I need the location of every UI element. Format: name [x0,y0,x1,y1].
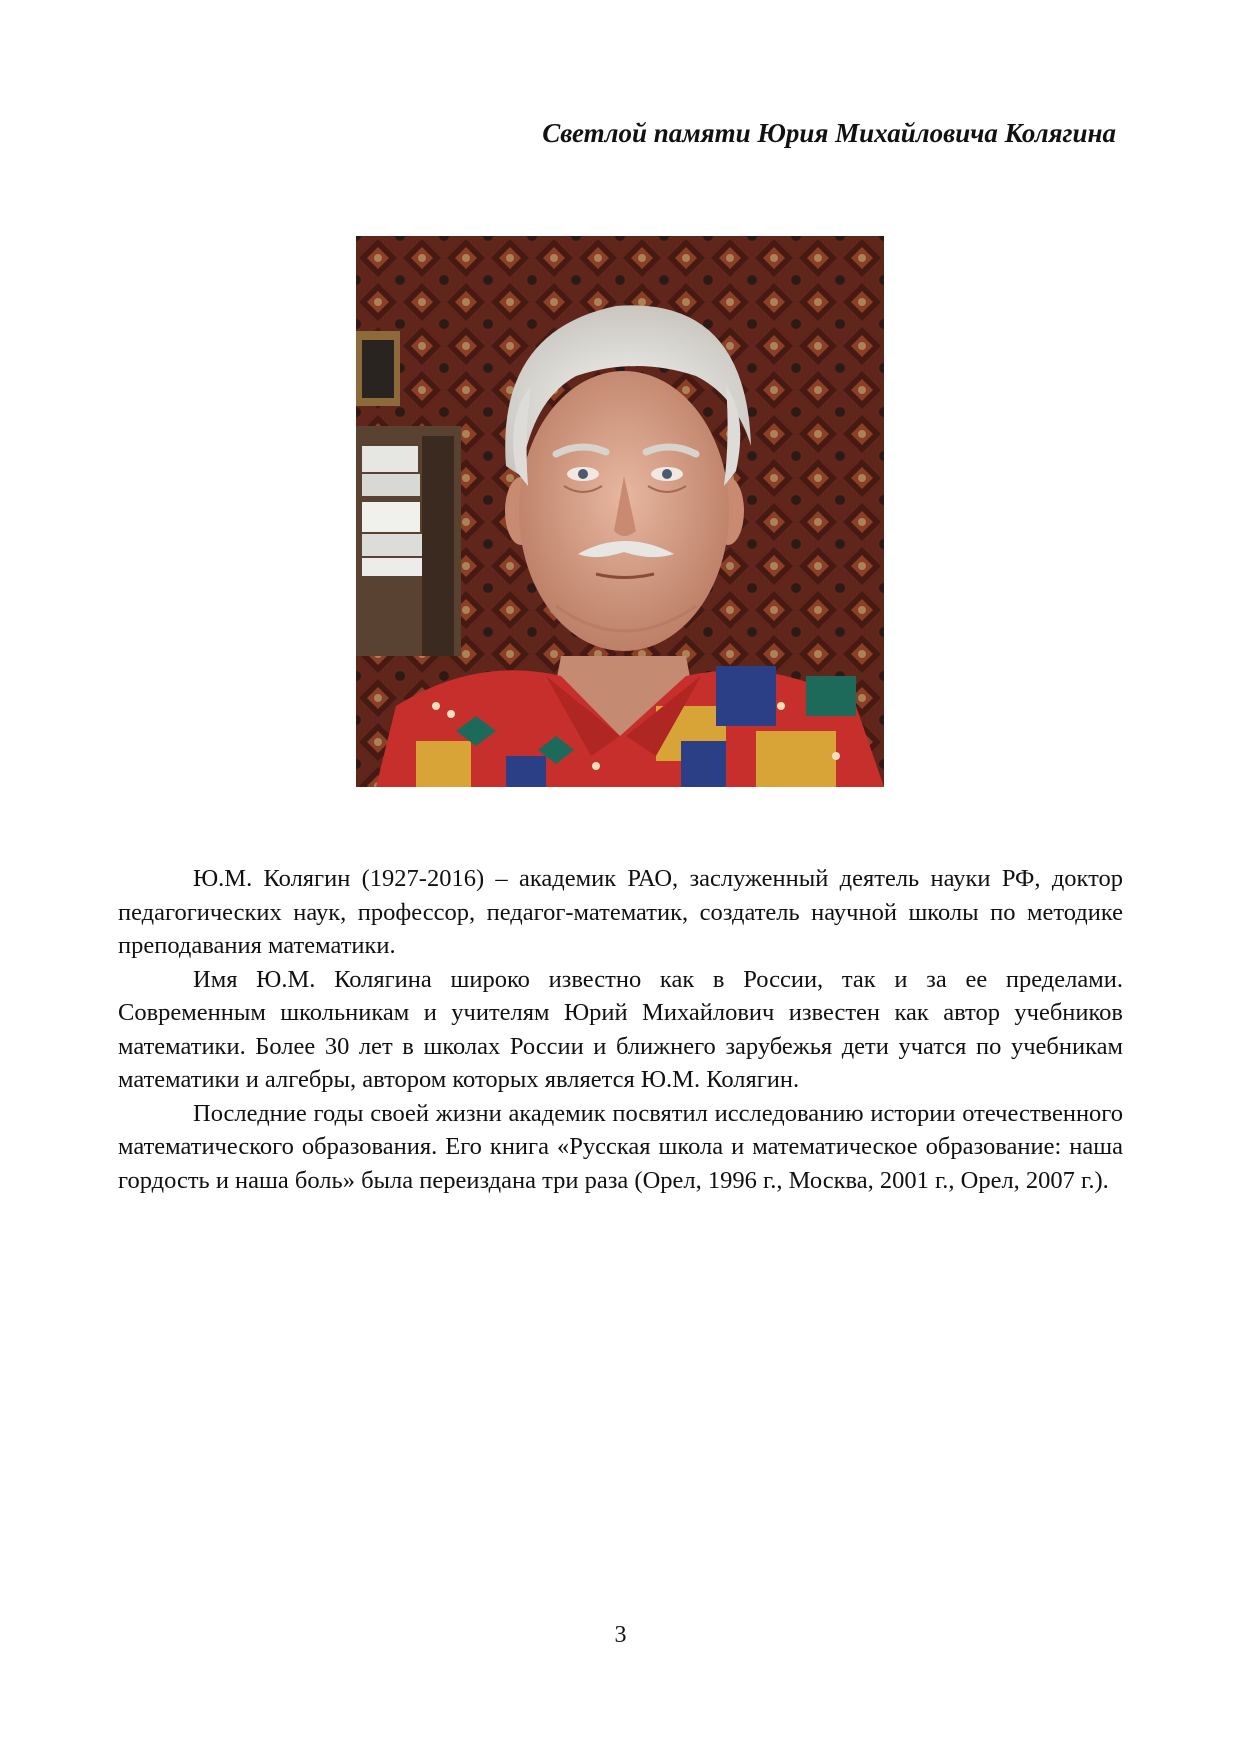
paragraph-intro: Ю.М. Колягин (1927-2016) – академик РАО, заслуженный деятель науки РФ, доктор педагогических наук, профессор, педагог-математик, создатель научной школы по методике преподавания математики. [118,865,1123,959]
biography-text [118,862,1123,1197]
dedication-heading: Светлой памяти Юрия Михайловича Колягина [542,118,1116,148]
paragraph-research: Последние годы своей жизни академик посвятил исследованию истории отечественного математического образования. Его книга «Русская школа и математическое образование: наша гордость и наша боль» была переиздана три раза (Орел, 1996 г., Москва, 2001 г., Орел, 2007 г.). [118,1099,1123,1194]
page-number: 3 [614,1622,627,1648]
paragraph-renown: Имя Ю.М. Колягина широко известно как в России, так и за ее пределами. Современным школьникам и учителям Юрий Михайлович известен как автор учебников математики. Более 30 лет в школах России и ближнего зарубежья дети учатся по учебникам математики и алгебры, автором которых является Ю.М. Колягин. [118,965,1123,1093]
portrait-photo [356,236,884,787]
